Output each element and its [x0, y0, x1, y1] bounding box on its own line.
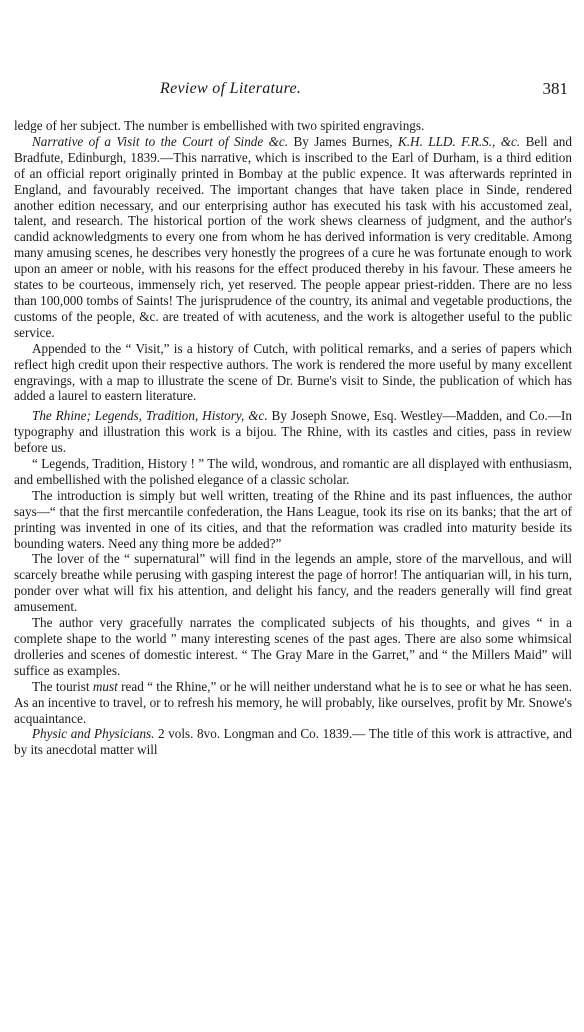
article-body — [14, 118, 572, 758]
paragraph-physic-review — [14, 726, 572, 758]
running-title: Review of Literature. — [160, 80, 302, 97]
tourist-text-before: The tourist — [32, 678, 90, 694]
sinde-review-text: Bell and Bradfute, Edinburgh, 1839.—This narrative, which is inscribed to the Earl of Durham, is a third edition of an official report originally printed in Bombay at the public expence. It was afterwards reprinted in England, and favourably received. The important changes that have taken place in Sinde, rendered another edition necessary, and our enterprising author has executed his task with his accustomed zeal, talent, and research. The historical portion of the work shews clearness of judgment, and the author's candid acknowledgments to every one from whom he has derived information is very creditable. Among many amusing scenes, he describes very honestly the progrees of a cure he was fortunate enough to work upon an ameer or noble, with his reasons for the effect produced thereby in his favour. These ameers he states to be courteous, immensely rich, yet reserved. The people appear priest-ridden. There are no less than 100,000 tombs of Saints! The jurisprudence of the country, its animal and vegetable productions, the customs of the people, &c. are treated of with acuteness, and the work is altogether useful to the public service. — [14, 133, 572, 340]
paragraph-cutch-appendix: Appended to the “ Visit,” is a history of Cutch, with political remarks, and a series of papers which reflect high credit upon their respective authors. The work is rendered the more useful by many excellent engravings, with a map to illustrate the scene of Dr. Burne's visit to Sinde, the publication of which has added a laurel to eastern literature. — [14, 340, 572, 404]
tourist-text-after: read “ the Rhine,” or he will neither understand what he is to see or what he has seen. As an incentive to travel, or to refresh his memory, he will probably, like ourselves, profit by Mr. Snowe's acquaintance. — [14, 678, 572, 726]
paragraph-rhine-review — [14, 408, 572, 456]
paragraph-supernatural: The lover of the “ supernatural” will find in the legends an ample, store of the marvellous, and will scarcely breathe while perusing with gasping interest the page of horror! The antiquarian will, in his turn, ponder over what will fix his attention, and delight his fancy, and the readers generally will find great amusement. — [14, 551, 572, 615]
paragraph-continuation: ledge of her subject. The number is embellished with two spirited engravings. — [14, 118, 425, 133]
author-credentials: K.H. LLD. F.R.S., &c. — [397, 133, 521, 149]
book-title-rhine: The Rhine; Legends, Tradition, History, &c. — [32, 408, 268, 424]
rhine-review-text: By Joseph Snowe, Esq. Westley—Madden, and Co.—In typography and illustration this work is a bijou. The Rhine, with its castles and cities, pass in review before us. — [14, 408, 573, 456]
paragraph-introduction: The introduction is simply but well written, treating of the Rhine and its past influences, the author says—“ that the first mercantile confederation, the Hans League, took its rise on its banks; that the art of printing was invented in one of its cities, and that the reformation was cradled into maturity beside its bounding waters. Need any thing more be added?” — [14, 487, 572, 551]
author-sinde: By James Burnes, — [293, 133, 393, 149]
book-title-physic: Physic and Physicians. — [32, 726, 155, 742]
book-title-sinde: Narrative of a Visit to the Court of Sinde &c. — [32, 133, 289, 149]
emphasis-must: must — [92, 678, 118, 694]
page-number: 381 — [542, 79, 568, 98]
physic-review-text: 2 vols. 8vo. Longman and Co. 1839.— The title of this work is attractive, and by its anecdotal matter will — [14, 726, 573, 758]
paragraph-sinde-review — [14, 134, 572, 341]
paragraph-author-narrates: The author very gracefully narrates the complicated subjects of his thoughts, and gives “ in a complete shape to the world ” many interesting scenes of the past ages. There are also some whimsical drolleries and scenes of domestic interest. “ The Gray Mare in the Garret,” and “ the Millers Maid” will suffice as examples. — [14, 615, 572, 678]
paragraph-tourist — [14, 679, 572, 727]
running-head — [0, 80, 584, 102]
paragraph-legends: “ Legends, Tradition, History ! ” The wild, wondrous, and romantic are all displayed with enthusiasm, and embellished with the polished elegance of a classic scholar. — [14, 456, 572, 487]
